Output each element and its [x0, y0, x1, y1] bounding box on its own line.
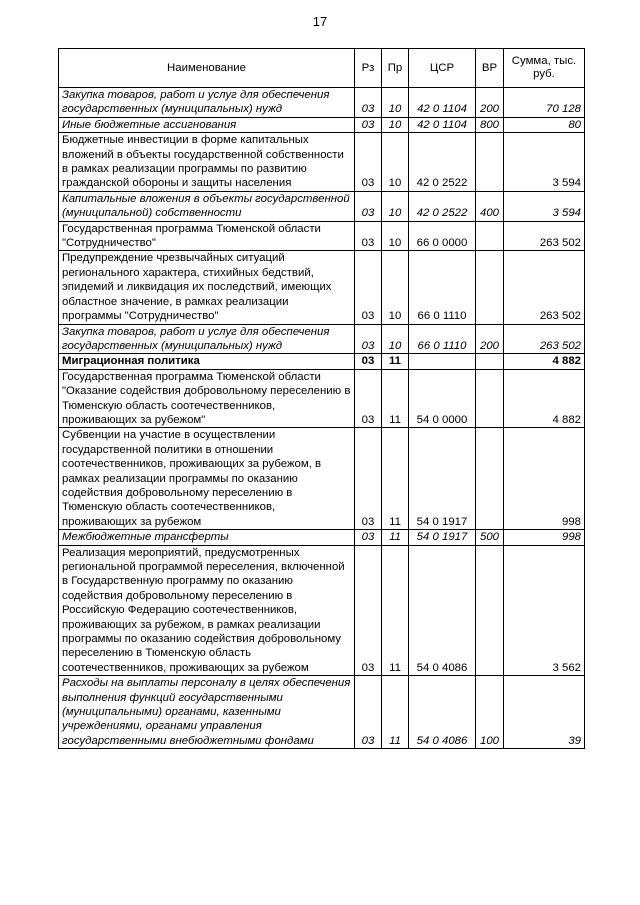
- cell-csr: 66 0 0000: [409, 221, 476, 251]
- cell-rz: 03: [355, 545, 382, 676]
- cell-vr: [476, 428, 504, 530]
- header-vr: ВР: [476, 49, 504, 88]
- cell-name: Миграционная политика: [59, 354, 355, 369]
- cell-name: Иные бюджетные ассигнования: [59, 117, 355, 132]
- cell-name: Капитальные вложения в объекты государственной (муниципальной) собственности: [59, 191, 355, 221]
- cell-sum: 263 502: [504, 324, 585, 354]
- cell-csr: 54 0 4086: [409, 676, 476, 749]
- cell-sum: 3 594: [504, 133, 585, 192]
- cell-name: Бюджетные инвестиции в форме капитальных вложений в объекты государственной собственности в рамках реализации программы по развитию гражданской обороны и защиты населения: [59, 133, 355, 192]
- header-rz: Рз: [355, 49, 382, 88]
- cell-csr: 54 0 4086: [409, 545, 476, 676]
- cell-rz: 03: [355, 676, 382, 749]
- cell-csr: 66 0 1110: [409, 324, 476, 354]
- table-row: [59, 369, 585, 428]
- cell-csr: 42 0 2522: [409, 191, 476, 221]
- table-row: [59, 428, 585, 530]
- table-row: [59, 191, 585, 221]
- table-row: [59, 324, 585, 354]
- cell-csr: 42 0 2522: [409, 133, 476, 192]
- cell-csr: 54 0 1917: [409, 530, 476, 545]
- cell-sum: 4 882: [504, 369, 585, 428]
- cell-name: Закупка товаров, работ и услуг для обеспечения государственных (муниципальных) нужд: [59, 88, 355, 118]
- table-row: [59, 88, 585, 118]
- cell-sum: 80: [504, 117, 585, 132]
- cell-vr: 100: [476, 676, 504, 749]
- cell-pr: 11: [382, 428, 409, 530]
- cell-name: Предупреждение чрезвычайных ситуаций регионального характера, стихийных бедствий, эпидемий и ликвидация их последствий, имеющих областное значение, в рамках реализации программы "Сотрудничество": [59, 251, 355, 324]
- cell-pr: 10: [382, 117, 409, 132]
- cell-rz: 03: [355, 88, 382, 118]
- cell-sum: 3 594: [504, 191, 585, 221]
- cell-pr: 10: [382, 191, 409, 221]
- cell-csr: [409, 354, 476, 369]
- cell-sum: 3 562: [504, 545, 585, 676]
- cell-rz: 03: [355, 530, 382, 545]
- cell-pr: 11: [382, 545, 409, 676]
- header-name: Наименование: [59, 49, 355, 88]
- cell-sum: 70 128: [504, 88, 585, 118]
- cell-pr: 11: [382, 354, 409, 369]
- cell-rz: 03: [355, 428, 382, 530]
- cell-pr: 11: [382, 676, 409, 749]
- cell-pr: 10: [382, 221, 409, 251]
- cell-sum: 998: [504, 530, 585, 545]
- cell-rz: 03: [355, 191, 382, 221]
- table-row: [59, 530, 585, 545]
- cell-csr: 54 0 1917: [409, 428, 476, 530]
- cell-name: Межбюджетные трансферты: [59, 530, 355, 545]
- cell-name: Субвенции на участие в осуществлении государственной политики в отношении соотечественников, проживающих за рубежом, в рамках реализации программы по оказанию содействия добровольному переселению в Тюменскую область соотечественников, проживающих за рубежом: [59, 428, 355, 530]
- cell-vr: [476, 251, 504, 324]
- cell-vr: 500: [476, 530, 504, 545]
- cell-vr: [476, 545, 504, 676]
- cell-rz: 03: [355, 354, 382, 369]
- cell-sum: 39: [504, 676, 585, 749]
- cell-vr: [476, 369, 504, 428]
- cell-csr: 66 0 1110: [409, 251, 476, 324]
- cell-csr: 42 0 1104: [409, 88, 476, 118]
- table-row: [59, 133, 585, 192]
- cell-vr: 200: [476, 324, 504, 354]
- cell-name: Расходы на выплаты персоналу в целях обеспечения выполнения функций государственными (муниципальными) органами, казенными учреждениями, органами управления государственными внебюджетными фондами: [59, 676, 355, 749]
- cell-sum: 998: [504, 428, 585, 530]
- cell-sum: 263 502: [504, 251, 585, 324]
- header-csr: ЦСР: [409, 49, 476, 88]
- table-row: [59, 545, 585, 676]
- cell-name: Государственная программа Тюменской области "Оказание содействия добровольному переселению в Тюменскую область соотечественников, проживающих за рубежом": [59, 369, 355, 428]
- cell-vr: [476, 354, 504, 369]
- cell-sum: 263 502: [504, 221, 585, 251]
- cell-pr: 11: [382, 369, 409, 428]
- table-row: [59, 221, 585, 251]
- cell-rz: 03: [355, 117, 382, 132]
- header-sum: Сумма, тыс. руб.: [504, 49, 585, 88]
- cell-vr: [476, 133, 504, 192]
- cell-name: Реализация мероприятий, предусмотренных региональной программой переселения, включенной в Государственную программу по оказанию содействия добровольному переселению в Российскую Федерацию соотечественников, проживающих за рубежом, в рамках реализации программы по оказанию содействия добровольному переселению в Тюменскую область соотечественников, проживающих за рубежом: [59, 545, 355, 676]
- cell-rz: 03: [355, 221, 382, 251]
- budget-table: [58, 48, 585, 749]
- cell-sum: 4 882: [504, 354, 585, 369]
- cell-vr: 800: [476, 117, 504, 132]
- cell-pr: 10: [382, 251, 409, 324]
- cell-pr: 10: [382, 133, 409, 192]
- header-pr: Пр: [382, 49, 409, 88]
- cell-rz: 03: [355, 324, 382, 354]
- table-row: [59, 676, 585, 749]
- table-row: [59, 251, 585, 324]
- cell-pr: 10: [382, 324, 409, 354]
- cell-vr: 200: [476, 88, 504, 118]
- cell-pr: 10: [382, 88, 409, 118]
- cell-vr: 400: [476, 191, 504, 221]
- cell-pr: 11: [382, 530, 409, 545]
- cell-name: Закупка товаров, работ и услуг для обеспечения государственных (муниципальных) нужд: [59, 324, 355, 354]
- table-header-row: [59, 49, 585, 88]
- table-body: [59, 88, 585, 749]
- cell-vr: [476, 221, 504, 251]
- cell-csr: 54 0 0000: [409, 369, 476, 428]
- cell-rz: 03: [355, 251, 382, 324]
- cell-rz: 03: [355, 133, 382, 192]
- table-row: [59, 354, 585, 369]
- cell-csr: 42 0 1104: [409, 117, 476, 132]
- cell-name: Государственная программа Тюменской области "Сотрудничество": [59, 221, 355, 251]
- table-row: [59, 117, 585, 132]
- page-number: 17: [312, 14, 328, 29]
- cell-rz: 03: [355, 369, 382, 428]
